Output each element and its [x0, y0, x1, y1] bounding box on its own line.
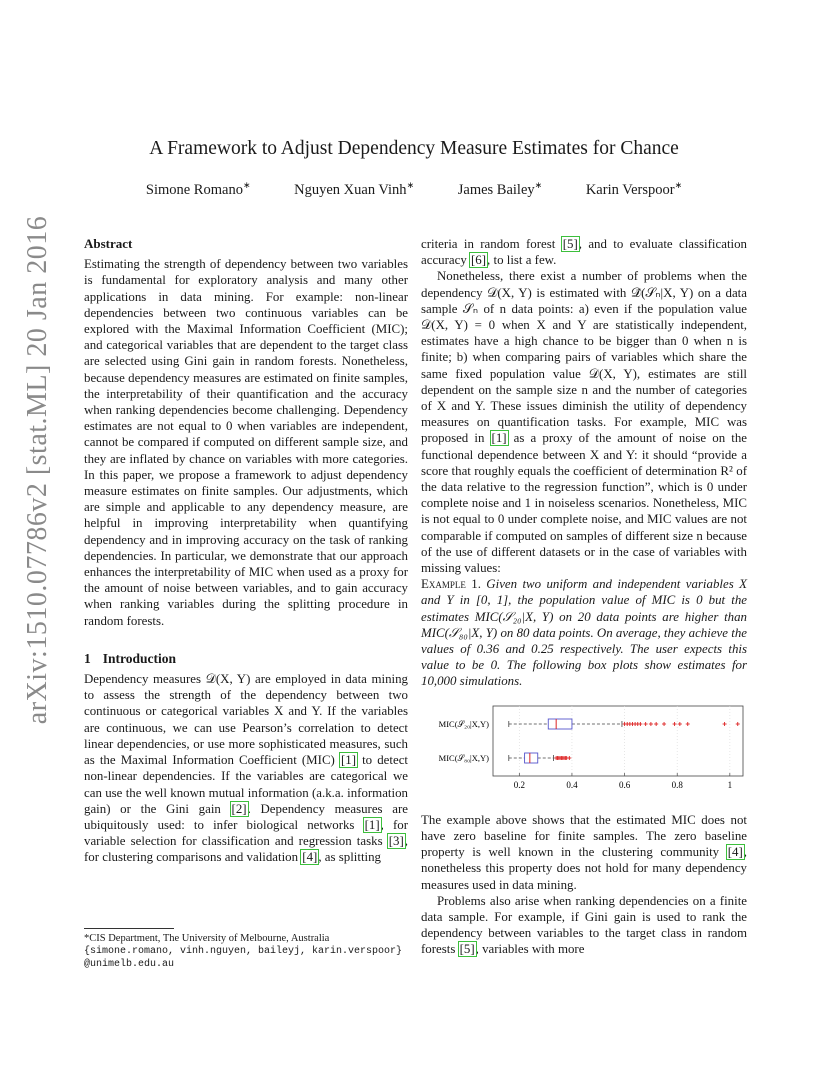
right-paragraph-0: criteria in random forest [5], and to evaluate classification accuracy [6], to list a few.: [421, 237, 747, 268]
x-tick-label: 0.4: [566, 779, 578, 790]
paper-title: A Framework to Adjust Dependency Measure Estimates for Chance: [149, 138, 679, 159]
citation-link[interactable]: [6]: [471, 253, 487, 268]
citation-link[interactable]: [1]: [364, 817, 380, 832]
citation-link[interactable]: [3]: [388, 834, 404, 849]
author-3: James Bailey∗: [457, 180, 543, 198]
outlier-point: [678, 722, 682, 726]
citation-link[interactable]: [2]: [231, 801, 247, 816]
outlier-point: [662, 722, 666, 726]
footnote-domain: @unimelb.edu.au: [84, 959, 175, 970]
category-label: MIC(𝒮₂₀|X,Y): [438, 718, 489, 729]
left-column: [84, 236, 408, 866]
outlier-point: [567, 756, 571, 760]
example-label: Example 1.: [421, 577, 481, 592]
abstract-heading: Abstract: [84, 236, 133, 251]
right-paragraph-2: The example above shows that the estimated MIC does not have zero baseline for finite samples. The zero baseline property is well known in the clustering community [4], nonetheless this property does not hold for many dependency measures used in data mining.: [421, 812, 747, 892]
x-tick-label: 0.8: [671, 779, 683, 790]
footnote-affiliation: *CIS Department, The University of Melbourne, Australia: [84, 933, 330, 944]
intro-paragraph: Dependency measures 𝒟(X, Y) are employed in data mining to assess the strength of the dependency between two continuous or categorical variables X and Y. If the variables are continuous, we can use Pearson’s correlation to detect linear dependencies, or use more sophisticated measures, such as the Maximal Information Coefficient (MIC) [1] to detect non-linear dependencies. If the variables are categorical we can use the well known mutual information (a.k.a. information gain) or the Gini gain [2]. Dependency measures are ubiquitously used: to infer biological networks [1], for variable selection for classification and regression tasks [3], for clustering comparisons and validation [4], as splitting: [84, 672, 409, 865]
author-4: Karin Verspoor∗: [585, 180, 683, 198]
citation-link[interactable]: [4]: [727, 845, 743, 860]
author-list: [0, 180, 828, 199]
abstract-text: Estimating the strength of dependency between two variables is fundamental for exploratory analysis and many other applications in data mining. For example: non-linear dependencies between two continuous variables can be explored with the Maximal Information Coefficient (MIC); and categorical variables that are dependent to the target class are selected using Gini gain in random forests. Nonetheless, because dependency measures are estimated on finite samples, the interpretability of their quantification and the accuracy when ranking dependencies become challenging. Dependency estimates are not equal to 0 when variables are independent, cannot be compared if computed on different sample size, and they are inflated by chance on variables with more categories. In this paper, we propose a framework to adjust dependency measure estimates on finite samples. Our adjustments, which are simple and applicable to any dependency measure, are helpful in improving interpretability when quantifying dependency and in improving accuracy on the task of ranking dependencies. In particular, we demonstrate that our approach enhances the interpretability of MIC when used as a proxy for the amount of noise between variables, and to gain accuracy when ranking variables during the splitting procedure in random forests.: [84, 257, 408, 628]
arxiv-id[interactable]: arXiv:1510.07786v2 [stat.ML] 20 Jan 2016: [22, 215, 53, 725]
outlier-point: [723, 722, 727, 726]
box: [548, 719, 572, 729]
x-tick-label: 0.6: [618, 779, 631, 790]
boxplot-svg: [421, 702, 747, 802]
plot-frame: [493, 706, 743, 776]
boxplot-figure: [421, 702, 747, 802]
citation-link[interactable]: [1]: [491, 431, 507, 446]
citation-link[interactable]: [5]: [459, 942, 475, 957]
citation-link[interactable]: [5]: [562, 237, 578, 251]
outlier-point: [649, 722, 653, 726]
outlier-point: [638, 722, 642, 726]
x-tick-label: 1: [727, 779, 733, 790]
x-tick-label: 0.2: [513, 779, 525, 790]
arxiv-sidebar: [8, 0, 68, 1072]
footnote-emails: {simone.romano, vinh.nguyen, baileyj, karin.verspoor}: [84, 946, 403, 957]
footnote-rule: [84, 928, 174, 929]
box: [525, 753, 538, 763]
right-column: [421, 236, 747, 958]
footnote: [84, 928, 408, 971]
citation-link[interactable]: [4]: [302, 850, 318, 865]
category-label: MIC(𝒮₈₀|X,Y): [438, 752, 489, 763]
right-paragraph-1: Nonetheless, there exist a number of problems when the dependency 𝒟(X, Y) is estimated with 𝒟̂(𝒮ₙ|X, Y) on a data sample 𝒮ₙ of n data points: a) even if the population value 𝒟(X, Y) = 0 when X and Y are statistically independent, estimates have a high chance to be bigger than 0 when n is finite; b) when comparing pairs of variables which share the same fixed population value 𝒟(X, Y), estimates are still dependent on the sample size n and the number of categories of X and Y. These issues diminish the utility of dependency measures on quantification tasks. For example, MIC was proposed in [1] as a proxy of the amount of noise on the functional dependence between X and Y: it should “provide a score that roughly equals the coefficient of determination R² of the data relative to the regression function”, which is 0 under complete noise and 1 in noiseless scenarios. Nonetheless, MIC is not equal to 0 under complete noise, and MIC values are not comparable if computed on samples of different size n because of the use of different datasets or in the case of variables with missing values:: [421, 269, 748, 576]
outlier-point: [654, 722, 658, 726]
intro-heading: 1 Introduction: [84, 650, 177, 666]
example-1: Example 1. Given two uniform and independent variables X and Y in [0, 1], the population value of MIC is 0 but the estimates MIC(𝒮₂₀|X, Y) on 20 data points are higher than MIC(𝒮₈₀|X, Y) on 80 data points. On average, they achieve the values of 0.36 and 0.25 respectively. The user expects this value to be 0. The following box plots show estimates for 10,000 simulations.: [421, 577, 747, 689]
author-2: Nguyen Xuan Vinh∗: [294, 180, 415, 198]
citation-link[interactable]: [1]: [340, 753, 356, 768]
outlier-point: [686, 722, 690, 726]
author-1: Simone Romano∗: [145, 180, 251, 198]
outlier-point: [673, 722, 677, 726]
outlier-point: [736, 722, 740, 726]
right-paragraph-3: Problems also arise when ranking dependencies on a finite data sample. For example, if Gini gain is used to rank the dependency between variables to the target class in random forests [5], variables with more: [421, 893, 747, 957]
outlier-point: [644, 722, 648, 726]
